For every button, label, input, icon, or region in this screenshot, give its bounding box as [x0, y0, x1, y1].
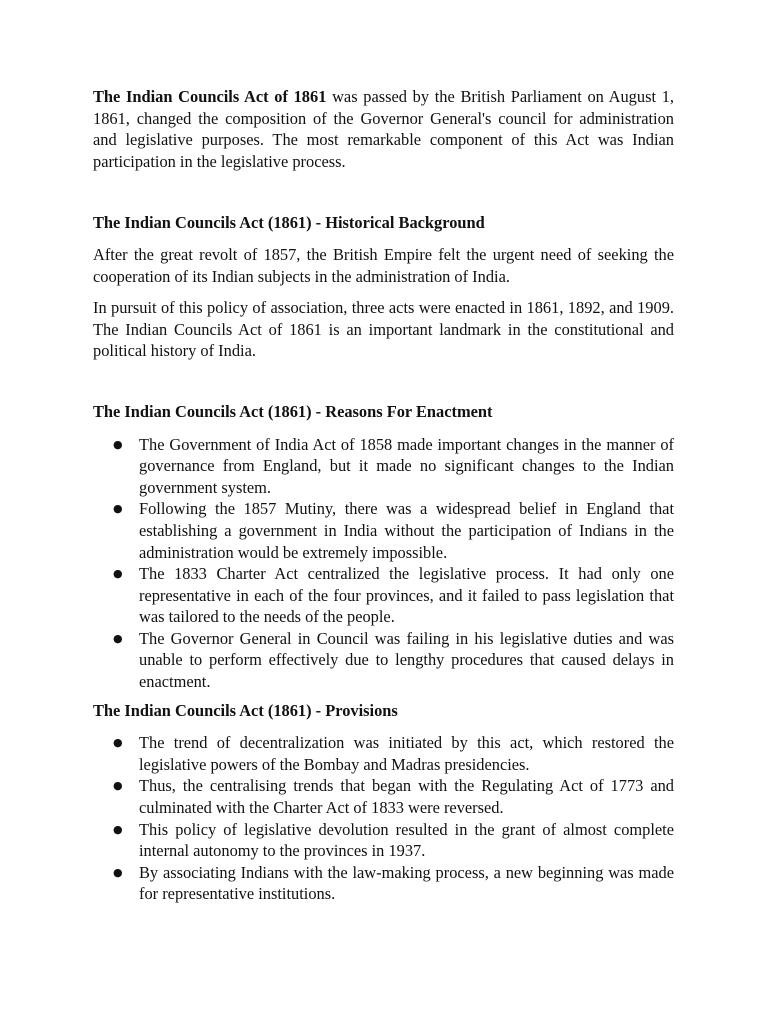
list-item: [93, 775, 674, 818]
section-heading-provisions: The Indian Councils Act (1861) - Provisions: [93, 700, 398, 720]
intro-paragraph: [93, 86, 674, 172]
list-item-text: The trend of decentralization was initiated by this act, which restored the legislative powers of the Bombay and Madras presidencies.: [139, 733, 674, 774]
list-item: [93, 563, 674, 628]
background-paragraph: In pursuit of this policy of association, three acts were enacted in 1861, 1892, and 1909. The Indian Councils Act of 1861 is an important landmark in the constitutional and political history of India.: [93, 298, 674, 361]
provisions-list: [93, 732, 674, 905]
reasons-list: [93, 434, 674, 693]
bullet-icon: ●: [113, 437, 123, 451]
bullet-icon: ●: [113, 736, 123, 750]
list-item: [93, 498, 674, 563]
list-item-text: By associating Indians with the law-making process, a new beginning was made for representative institutions.: [139, 862, 674, 904]
list-item: [93, 862, 674, 905]
section-heading-background: The Indian Councils Act (1861) - Historical Background: [93, 213, 485, 233]
bullet-icon: ●: [113, 865, 123, 879]
list-item: [93, 819, 674, 862]
section-heading-reasons: The Indian Councils Act (1861) - Reasons For Enactment: [93, 401, 493, 421]
bullet-icon: ●: [113, 502, 123, 516]
list-item-text: The 1833 Charter Act centralized the legislative process. It had only one representative in each of the four provinces, and it failed to pass legislation that was tailored to the needs of the people.: [139, 564, 674, 627]
list-item-text: Thus, the centralising trends that began with the Regulating Act of 1773 and culminated with the Charter Act of 1833 were reversed.: [139, 776, 674, 818]
list-item: [93, 434, 674, 499]
list-item: [93, 732, 674, 775]
bullet-icon: ●: [113, 631, 123, 645]
document-page: [93, 86, 674, 905]
bullet-icon: ●: [113, 567, 123, 581]
list-item-text: The Government of India Act of 1858 made important changes in the manner of governance from England, but it made no significant changes to the Indian government system.: [139, 434, 674, 497]
intro-text: was passed by the British Parliament on August 1, 1861, changed the composition of the Governor General's council for administration and legislative purposes. The most remarkable component of this Act was Indian participation in the legislative process.: [93, 87, 674, 171]
list-item: [93, 628, 674, 693]
list-item-text: The Governor General in Council was failing in his legislative duties and was unable to perform effectively due to lengthy procedures that caused delays in enactment.: [139, 628, 674, 692]
bullet-icon: ●: [113, 822, 123, 836]
list-item-text: This policy of legislative devolution resulted in the grant of almost complete internal autonomy to the provinces in 1937.: [139, 819, 674, 861]
bullet-icon: ●: [113, 779, 123, 793]
list-item-text: Following the 1857 Mutiny, there was a widespread belief in England that establishing a government in India without the participation of Indians in the administration would be extremely impossible.: [139, 499, 674, 562]
intro-bold-title: The Indian Councils Act of 1861: [93, 87, 327, 106]
background-paragraph: After the great revolt of 1857, the British Empire felt the urgent need of seeking the cooperation of its Indian subjects in the administration of India.: [93, 244, 674, 286]
